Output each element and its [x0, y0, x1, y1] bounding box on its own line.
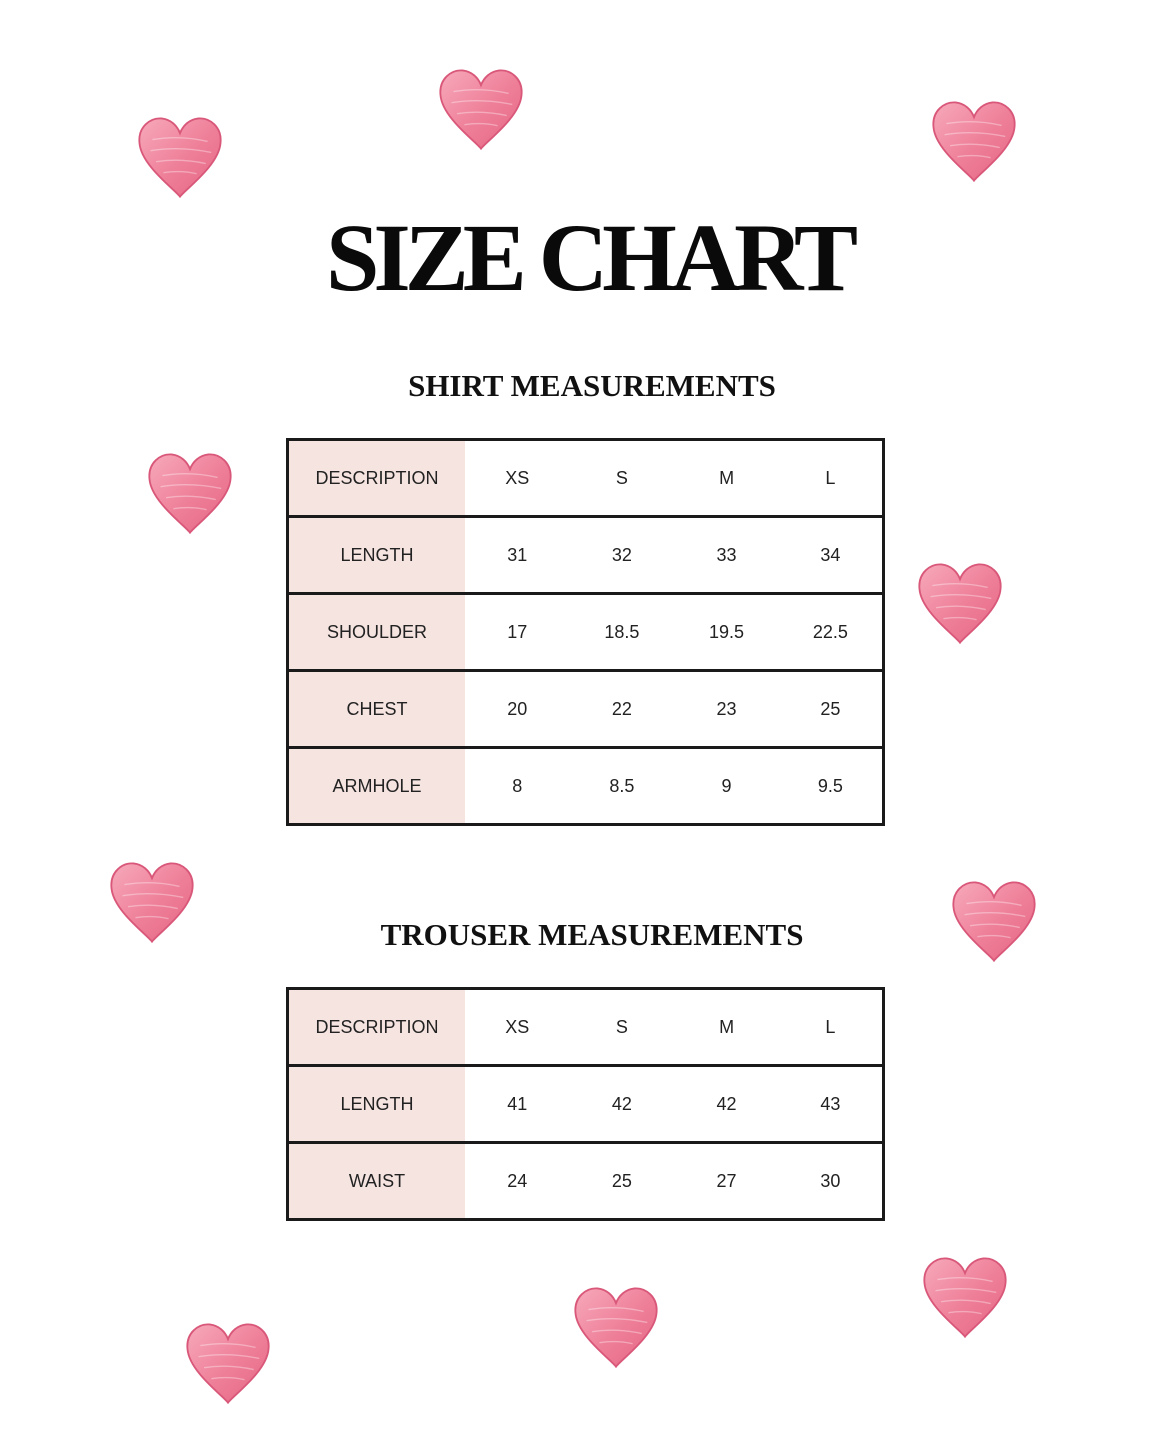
table-cell: 9.5: [779, 748, 884, 825]
header-cell: XS: [505, 467, 530, 488]
page-title: SIZE CHART: [325, 204, 853, 311]
table-cell: 34: [779, 517, 884, 594]
shirt-section-title: SHIRT MEASUREMENTS: [408, 368, 776, 403]
table-cell: 42: [570, 1066, 675, 1143]
row-label: WAIST: [288, 1143, 466, 1220]
row-label: ARMHOLE: [288, 748, 466, 825]
shirt-measurements-table: [286, 438, 885, 826]
table-header-row: [288, 440, 884, 517]
table-cell: 18.5: [570, 594, 675, 671]
table-cell: 22.5: [779, 594, 884, 671]
header-cell: XS: [505, 1016, 530, 1037]
table-cell: 33: [674, 517, 779, 594]
table-cell: 27: [674, 1143, 779, 1220]
heart-icon: [570, 1282, 662, 1374]
table-cell: 22: [570, 671, 675, 748]
header-cell: M: [719, 467, 735, 488]
header-cell: L: [825, 467, 836, 488]
table-cell: 32: [570, 517, 675, 594]
table-cell: 9: [674, 748, 779, 825]
table-row: [288, 671, 884, 748]
table-cell: 25: [779, 671, 884, 748]
table-cell: 42: [674, 1066, 779, 1143]
trouser-section-title: TROUSER MEASUREMENTS: [380, 917, 804, 952]
row-label: LENGTH: [288, 517, 466, 594]
table-cell: 43: [779, 1066, 884, 1143]
header-cell: DESCRIPTION: [288, 989, 466, 1066]
header-cell: S: [615, 1016, 628, 1037]
table-cell: 20: [465, 671, 570, 748]
table-row: [288, 1066, 884, 1143]
heart-icon: [928, 96, 1020, 188]
table-cell: 30: [779, 1143, 884, 1220]
table-header-row: [288, 989, 884, 1066]
table-cell: 23: [674, 671, 779, 748]
row-label: SHOULDER: [288, 594, 466, 671]
table-cell: 19.5: [674, 594, 779, 671]
header-cell: L: [825, 1016, 836, 1037]
header-cell: M: [719, 1016, 735, 1037]
table-cell: 31: [465, 517, 570, 594]
header-cell: DESCRIPTION: [288, 440, 466, 517]
table-cell: 25: [570, 1143, 675, 1220]
table-cell: 24: [465, 1143, 570, 1220]
heart-icon: [914, 558, 1006, 650]
table-row: [288, 594, 884, 671]
heart-icon: [144, 448, 236, 540]
header-cell: S: [615, 467, 628, 488]
row-label: LENGTH: [288, 1066, 466, 1143]
table-cell: 8: [465, 748, 570, 825]
table-cell: 17: [465, 594, 570, 671]
heart-icon: [134, 112, 226, 204]
table-cell: 8.5: [570, 748, 675, 825]
table-row: [288, 748, 884, 825]
heart-icon: [435, 64, 527, 156]
table-cell: 41: [465, 1066, 570, 1143]
heart-icon: [919, 1252, 1011, 1344]
table-row: [288, 517, 884, 594]
trouser-measurements-table: [286, 987, 885, 1221]
table-row: [288, 1143, 884, 1220]
row-label: CHEST: [288, 671, 466, 748]
heart-icon: [182, 1318, 274, 1410]
